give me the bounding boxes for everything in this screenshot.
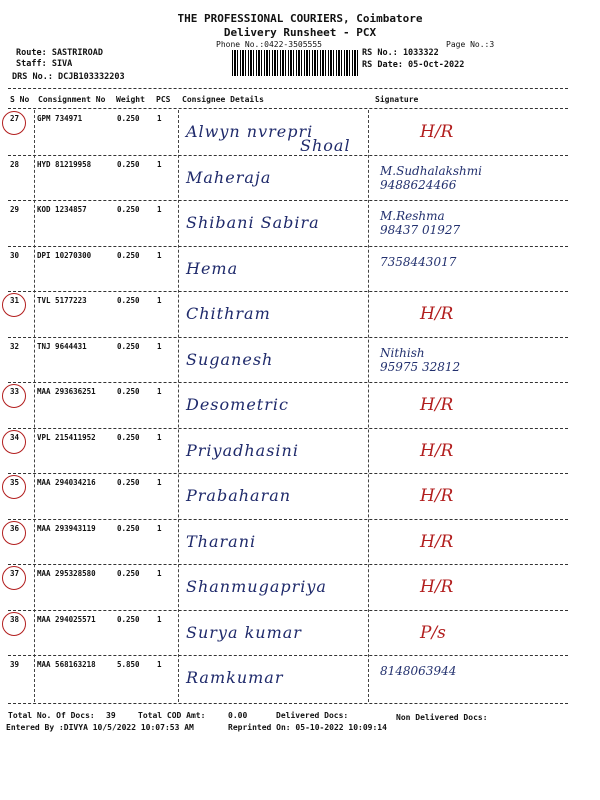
row-signature-phone: 9488624466 bbox=[380, 177, 457, 192]
footer-rule bbox=[8, 703, 568, 704]
row-consignment-no: MAA 293636251 bbox=[37, 387, 96, 396]
row-separator bbox=[8, 519, 568, 520]
row-signature-phone: 98437 01927 bbox=[380, 223, 461, 237]
page-number: Page No.:3 bbox=[446, 40, 495, 49]
row-signature: H/R bbox=[420, 577, 454, 597]
row-pcs: 1 bbox=[157, 387, 162, 396]
row-pcs: 1 bbox=[157, 250, 162, 260]
row-consignment-no: GPM 734971 bbox=[37, 114, 83, 123]
row-separator bbox=[8, 655, 568, 656]
total-docs-label: Total No. Of Docs: bbox=[8, 711, 95, 720]
phone-number: Phone No.:0422-3505555 bbox=[216, 40, 322, 49]
row-separator bbox=[8, 382, 568, 383]
row-pcs: 1 bbox=[157, 205, 162, 214]
row-consignee-name: Shanmugapriya bbox=[186, 577, 327, 596]
row-consignment-no: MAA 568163218 bbox=[37, 660, 96, 669]
row-sno: 35 bbox=[10, 478, 20, 487]
row-pcs: 1 bbox=[157, 432, 162, 442]
row-consignment-no: TVL 5177223 bbox=[37, 296, 87, 305]
row-signature: H/R bbox=[420, 486, 454, 506]
row-weight: 0.250 bbox=[117, 569, 140, 578]
header-rule bbox=[8, 88, 568, 89]
column-divider bbox=[34, 110, 35, 702]
row-separator bbox=[8, 155, 568, 156]
row-pcs: 1 bbox=[157, 569, 162, 578]
barcode-image bbox=[232, 50, 360, 76]
row-weight: 0.250 bbox=[117, 432, 140, 442]
row-consignment-no: MAA 295328580 bbox=[37, 569, 96, 578]
row-consignee-name: Suganesh bbox=[186, 349, 274, 369]
column-divider bbox=[178, 110, 179, 702]
cod-label: Total COD Amt: bbox=[138, 711, 206, 720]
reprinted-on: Reprinted On: 05-10-2022 10:09:14 bbox=[228, 723, 387, 732]
row-weight: 0.250 bbox=[117, 205, 140, 214]
row-consignee-name: Surya kumar bbox=[186, 622, 302, 642]
col-signature: Signature bbox=[375, 95, 419, 104]
col-sno: S No bbox=[10, 95, 30, 104]
row-separator bbox=[8, 564, 568, 565]
row-signature: H/R bbox=[420, 304, 454, 324]
row-consignee-name: Alwyn nvrepri bbox=[186, 122, 314, 141]
row-sno: 31 bbox=[10, 296, 20, 305]
row-pcs: 1 bbox=[157, 159, 162, 169]
route-label: Route: SASTRIROAD bbox=[16, 48, 103, 58]
row-signature: M.Sudhalakshmi bbox=[380, 163, 482, 178]
row-pcs: 1 bbox=[157, 341, 162, 351]
row-consignment-no: DPI 10270300 bbox=[37, 250, 92, 260]
row-separator bbox=[8, 610, 568, 611]
row-consignment-no: MAA 293943119 bbox=[37, 523, 96, 533]
cod-value: 0.00 bbox=[228, 711, 248, 720]
col-consignment: Consignment No bbox=[38, 95, 106, 104]
row-consignee-extra: Shoal bbox=[300, 136, 351, 155]
row-sno: 38 bbox=[10, 614, 20, 624]
row-sno: 37 bbox=[10, 569, 20, 578]
row-consignee-name: Hema bbox=[186, 258, 239, 278]
row-consignee-name: Shibani Sabira bbox=[186, 213, 320, 232]
row-signature: Nithish bbox=[380, 345, 425, 360]
row-pcs: 1 bbox=[157, 114, 162, 123]
row-sno: 32 bbox=[10, 341, 20, 351]
row-separator bbox=[8, 200, 568, 201]
row-separator bbox=[8, 291, 568, 292]
row-consignee-name: Priyadhasini bbox=[186, 440, 299, 460]
row-separator bbox=[8, 246, 568, 247]
row-signature: H/R bbox=[420, 122, 454, 142]
row-signature: 7358443017 bbox=[380, 254, 457, 269]
company-name: THE PROFESSIONAL COURIERS, Coimbatore bbox=[177, 12, 423, 25]
row-sno: 39 bbox=[10, 660, 20, 669]
row-signature: 8148063944 bbox=[380, 664, 457, 678]
drs-number: DRS No.: DCJB103332203 bbox=[12, 72, 125, 82]
row-signature: H/R bbox=[420, 440, 454, 461]
row-consignee-name: Maheraja bbox=[186, 167, 272, 187]
row-separator bbox=[8, 473, 568, 474]
row-weight: 0.250 bbox=[117, 159, 140, 169]
row-consignment-no: TNJ 9644431 bbox=[37, 341, 87, 351]
row-sno: 36 bbox=[10, 523, 20, 533]
row-weight: 0.250 bbox=[117, 341, 140, 351]
row-pcs: 1 bbox=[157, 660, 162, 669]
rs-number: RS No.: 1033322 bbox=[362, 48, 439, 58]
col-weight: Weight bbox=[116, 95, 145, 104]
row-weight: 0.250 bbox=[117, 478, 140, 487]
header-rule-bottom bbox=[8, 108, 568, 109]
document-title: Delivery Runsheet - PCX bbox=[223, 26, 377, 39]
col-consignee: Consignee Details bbox=[182, 95, 264, 104]
row-consignee-name: Ramkumar bbox=[186, 668, 284, 687]
column-divider bbox=[368, 110, 369, 702]
non-delivered-docs-label: Non Delivered Docs: bbox=[396, 713, 488, 722]
row-consignee-name: Desometric bbox=[186, 395, 289, 414]
row-sno: 28 bbox=[10, 159, 20, 169]
row-consignment-no: MAA 294034216 bbox=[37, 478, 96, 487]
delivered-docs-label: Delivered Docs: bbox=[276, 711, 349, 720]
row-weight: 0.250 bbox=[117, 614, 140, 624]
row-pcs: 1 bbox=[157, 478, 162, 487]
row-consignment-no: VPL 215411952 bbox=[37, 432, 96, 442]
row-pcs: 1 bbox=[157, 523, 162, 533]
row-signature: M.Reshma bbox=[380, 209, 445, 223]
row-signature: P/s bbox=[420, 622, 446, 643]
row-weight: 0.250 bbox=[117, 250, 140, 260]
row-weight: 5.850 bbox=[117, 660, 140, 669]
row-sno: 29 bbox=[10, 205, 20, 214]
row-signature: H/R bbox=[420, 395, 454, 415]
row-weight: 0.250 bbox=[117, 296, 140, 305]
row-consignment-no: KOD 1234857 bbox=[37, 205, 87, 214]
row-signature: H/R bbox=[420, 531, 454, 552]
entered-by: Entered By :DIVYA 10/5/2022 10:07:53 AM bbox=[6, 723, 194, 732]
staff-label: Staff: SIVA bbox=[16, 59, 73, 69]
col-pcs: PCS bbox=[156, 95, 171, 104]
rs-date: RS Date: 05-Oct-2022 bbox=[362, 60, 465, 70]
row-sno: 27 bbox=[10, 114, 20, 123]
row-consignment-no: MAA 294025571 bbox=[37, 614, 96, 624]
row-separator bbox=[8, 428, 568, 429]
row-consignee-name: Prabaharan bbox=[186, 486, 292, 505]
row-consignee-name: Chithram bbox=[186, 304, 271, 323]
row-pcs: 1 bbox=[157, 614, 162, 624]
row-weight: 0.250 bbox=[117, 387, 140, 396]
row-pcs: 1 bbox=[157, 296, 162, 305]
row-consignment-no: HYD 81219958 bbox=[37, 159, 92, 169]
row-weight: 0.250 bbox=[117, 523, 140, 533]
row-sno: 30 bbox=[10, 250, 20, 260]
row-sno: 34 bbox=[10, 432, 20, 442]
row-signature-phone: 95975 32812 bbox=[380, 359, 461, 374]
row-weight: 0.250 bbox=[117, 114, 140, 123]
row-consignee-name: Tharani bbox=[186, 531, 257, 551]
total-docs-value: 39 bbox=[106, 711, 116, 720]
row-separator bbox=[8, 337, 568, 338]
row-sno: 33 bbox=[10, 387, 20, 396]
